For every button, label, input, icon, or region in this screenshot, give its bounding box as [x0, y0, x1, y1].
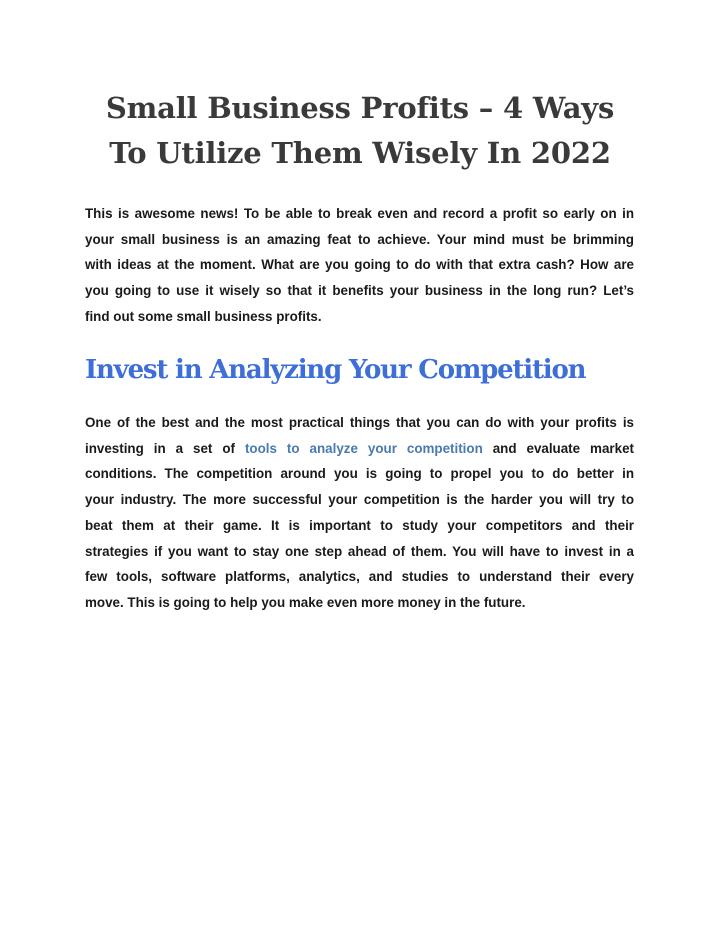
section-line: beat them at their game. It is important to study your competitors and their [85, 517, 634, 533]
intro-paragraph [85, 201, 634, 330]
competition-tools-link[interactable]: tools to analyze your competition [244, 440, 483, 456]
section-line: move. This is going to help you make even more money in the future. [85, 594, 526, 610]
section-line: your industry. The more successful your competition is the harder you will try to [85, 492, 634, 508]
section-line: few tools, software platforms, analytics, and studies to understand their every [85, 569, 634, 585]
intro-line: with ideas at the moment. What are you going to do with that extra cash? How are [85, 257, 634, 273]
title-line-1: Small Business Profits – 4 Ways [105, 91, 615, 125]
section-line-with-link [85, 436, 634, 462]
section-heading: Invest in Analyzing Your Competition [85, 355, 586, 385]
intro-line: you going to use it wisely so that it benefits your business in the long run? Let’s [85, 283, 634, 299]
intro-line: your small business is an amazing feat to achieve. Your mind must be brimming [85, 231, 634, 247]
page-title [60, 86, 660, 176]
section-text: and evaluate market [482, 440, 634, 456]
section-line: conditions. The competition around you is going to propel you to do better in [85, 466, 634, 482]
intro-line: find out some small business profits. [85, 308, 322, 324]
section-text: investing in a set of [85, 440, 245, 456]
section-line: One of the best and the most practical things that you can do with your profits is [85, 415, 634, 430]
intro-line: This is awesome news! To be able to break even and record a profit so early on in [85, 206, 634, 221]
section-line: strategies if you want to stay one step ahead of them. You will have to invest in a [85, 543, 634, 559]
title-line-2: To Utilize Them Wisely In 2022 [109, 136, 611, 170]
section-paragraph [85, 410, 634, 616]
